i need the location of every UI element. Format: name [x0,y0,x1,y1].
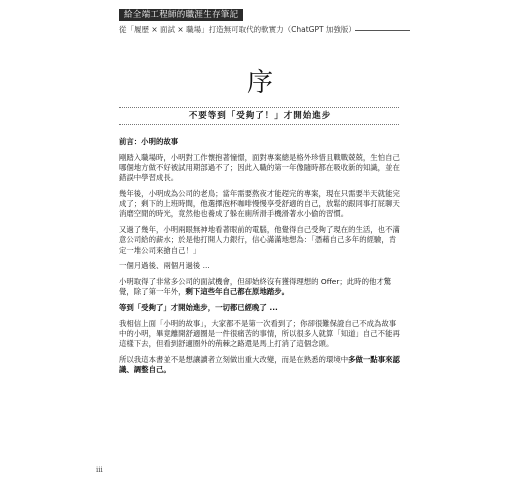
book-series-tag: 給全端工程師的職涯生存筆記 [119,9,243,21]
chapter-subtitle: 不要等到「受夠了！」才開始進步 [188,111,332,121]
paragraph-text: 小明取得了非常多公司的面試機會，但卻始終沒有獲得理想的 Offer；此時的他才驚覺，除了第一年外， [119,277,392,297]
paragraph: 幾年後，小明成為公司的老鳥；當年需要熬夜才能趕完的專案，現在只需要半天就能完成了；剩下的上班時間，他選擇泡杯咖啡慢慢享受舒適的自己，放鬆的跟同事打屁聊天消磨空閒的時光，竟然他也養成了躲在廁所滑手機滑著水小偷的習慣。 [119,189,400,219]
paragraph [119,277,401,297]
body-text [119,137,401,381]
header-rule [355,30,410,31]
section-heading-too-late: 等到「受夠了」才開始進步，一切都已經晚了 ... [119,303,278,313]
section-heading-story: 前言：小明的故事 [119,137,179,146]
paragraph: 又過了幾年，小明兩眼無神地看著眼前的電腦，他覺得自己受夠了現在的生活，也不滿意公司給的薪水；於是他打開人力銀行，信心滿滿地想為：「憑藉自己多年的經驗，肯定一堆公司來搶自己！」 [119,225,400,255]
page-number: iii [96,466,103,474]
dotted-divider-bottom [119,124,399,125]
paragraph [119,355,401,375]
paragraph: 一個月過後、兩個月過後 ... [119,261,210,271]
book-subtitle: 從「履歷 × 面試 × 職場」打造無可取代的軟實力（ChatGPT 加強版） [119,25,356,34]
chapter-title: 序 [246,68,273,98]
paragraph-text: 所以我這本書並不是想讓讀者立刻做出重大改變，而是在熟悉的環境中 [119,355,349,365]
emphasis-text: 剩下這些年自己都在原地踏步。 [185,287,290,297]
paragraph: 剛踏入職場時，小明對工作懷抱著憧憬，面對專案總是格外珍惜且戰戰兢兢，生怕自己哪個地方做不好被試用期部過不了；因此入職的第一年像隨時都在吸收新的知識，並在錯誤中學習成長。 [119,152,400,183]
emphasis-text: 多做一點事來認識、調整自己。 [119,355,400,375]
paragraph: 我相信上面「小明的故事」，大家都不是第一次看到了；你卻很難保證自己不成為故事中的小明，畢竟離開舒適圈是一件很痛苦的事情，所以很多人就算「知道」自己不能再這樣下去，但看到舒適圈外的荊棘之路還是馬上打消了這個念頭。 [119,319,400,349]
